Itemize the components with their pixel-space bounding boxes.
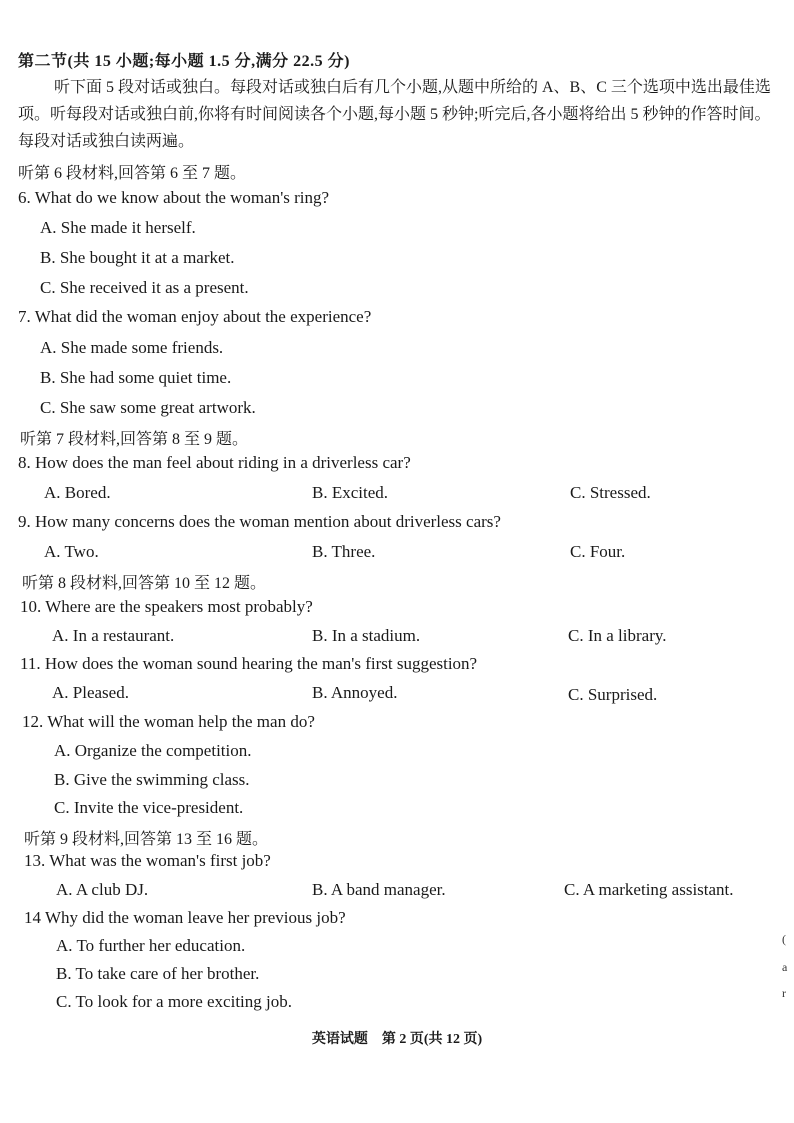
question-9-option-a: A. Two. xyxy=(44,542,99,561)
question-10-option-b: B. In a stadium. xyxy=(312,626,421,645)
section-title: 第二节(共 15 小题;每小题 1.5 分,满分 22.5 分) xyxy=(18,53,350,70)
question-6-option-b: B. She bought it at a market. xyxy=(40,248,235,267)
question-10-option-a: A. In a restaurant. xyxy=(52,626,175,645)
question-14-stem: 14 Why did the woman leave her previous job? xyxy=(24,908,346,927)
material-7-heading: 听第 7 段材料,回答第 8 至 9 题。 xyxy=(20,431,249,448)
question-7-stem: 7. What did the woman enjoy about the experience? xyxy=(18,307,372,326)
instructions-text: 听下面 5 段对话或独白。每段对话或独白后有几个小题,从题中所给的 A、B、C 三个选项中选出最佳选项。听每段对话或独白前,你将有时间阅读各个小题,每小题 5 秒钟;听完后,各小题将给出 5 秒钟的作答时间。每段对话或独白读两遍。 xyxy=(18,79,771,150)
edge-mark-2: a xyxy=(782,960,788,974)
edge-mark-3: r xyxy=(782,986,786,1000)
question-12-option-c: C. Invite the vice-president. xyxy=(54,798,244,817)
question-11-option-b: B. Annoyed. xyxy=(312,683,398,702)
question-6-stem: 6. What do we know about the woman's ring? xyxy=(18,188,330,207)
question-14-option-c: C. To look for a more exciting job. xyxy=(56,992,292,1011)
question-8-option-a: A. Bored. xyxy=(44,483,111,502)
question-13-stem: 13. What was the woman's first job? xyxy=(24,851,271,870)
question-8-stem: 8. How does the man feel about riding in a driverless car? xyxy=(18,453,411,472)
question-9-option-b: B. Three. xyxy=(312,542,376,561)
question-8-option-c: C. Stressed. xyxy=(570,483,651,502)
page-footer: 英语试题 第 2 页(共 12 页) xyxy=(311,1032,483,1047)
question-13-option-c: C. A marketing assistant. xyxy=(564,880,734,899)
question-11-option-c: C. Surprised. xyxy=(568,685,658,704)
question-9-stem: 9. How many concerns does the woman mention about driverless cars? xyxy=(18,512,501,531)
question-13-option-b: B. A band manager. xyxy=(312,880,446,899)
question-6-option-c: C. She received it as a present. xyxy=(40,278,249,297)
question-7-option-c: C. She saw some great artwork. xyxy=(40,398,256,417)
question-10-option-c: C. In a library. xyxy=(568,626,667,645)
question-14-option-b: B. To take care of her brother. xyxy=(56,964,260,983)
edge-mark-1: ( xyxy=(782,932,786,946)
material-9-heading: 听第 9 段材料,回答第 13 至 16 题。 xyxy=(24,831,269,848)
question-8-option-b: B. Excited. xyxy=(312,483,389,502)
question-10-stem: 10. Where are the speakers most probably? xyxy=(20,597,313,616)
material-8-heading: 听第 8 段材料,回答第 10 至 12 题。 xyxy=(22,575,267,592)
question-12-option-b: B. Give the swimming class. xyxy=(54,770,250,789)
question-9-option-c: C. Four. xyxy=(570,542,626,561)
question-12-stem: 12. What will the woman help the man do? xyxy=(22,712,315,731)
question-11-option-a: A. Pleased. xyxy=(52,683,129,702)
material-6-heading: 听第 6 段材料,回答第 6 至 7 题。 xyxy=(18,165,247,182)
question-12-option-a: A. Organize the competition. xyxy=(54,741,252,760)
section-instructions xyxy=(18,74,778,155)
question-7-option-a: A. She made some friends. xyxy=(40,338,224,357)
question-11-stem: 11. How does the woman sound hearing the man's first suggestion? xyxy=(20,654,478,673)
question-7-option-b: B. She had some quiet time. xyxy=(40,368,232,387)
question-13-option-a: A. A club DJ. xyxy=(56,880,149,899)
question-6-option-a: A. She made it herself. xyxy=(40,218,196,237)
question-14-option-a: A. To further her education. xyxy=(56,936,246,955)
